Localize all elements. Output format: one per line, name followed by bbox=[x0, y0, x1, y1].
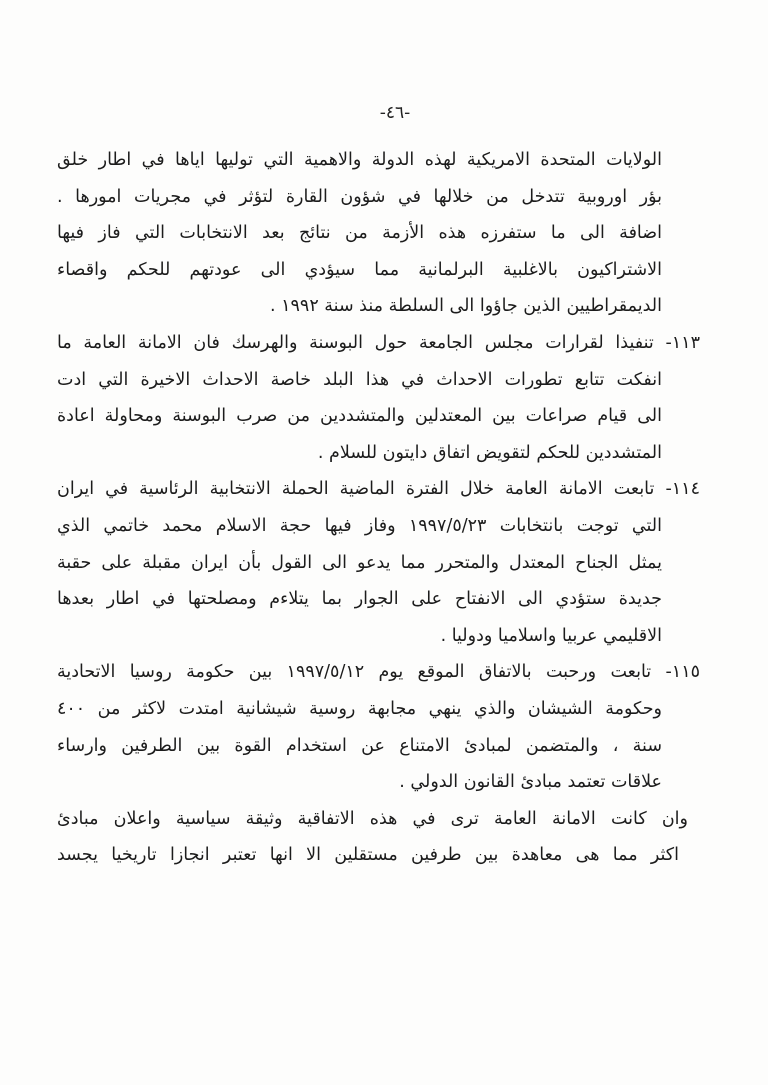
text-line: انفكت تتابع تطورات الاحداث في هذا البلد خاصة الاحداث الاخيرة التي ادت bbox=[57, 369, 662, 390]
text-line: سنة ، والمتضمن لمبادئ الامتناع عن استخدام القوة بين الطرفين وارساء bbox=[57, 735, 662, 756]
text-line: علاقات تعتمد مبادئ القانون الدولي . bbox=[399, 772, 662, 793]
text-line: الاقليمي عربيا واسلاميا ودوليا . bbox=[440, 625, 662, 646]
text-line bbox=[57, 654, 700, 691]
paragraph-number: ١١٣- bbox=[665, 332, 700, 353]
text-line: اضافة الى ما ستفرزه هذه الأزمة من نتائج بعد الانتخابات التي فاز فيها bbox=[57, 223, 662, 244]
text-line: المتشددين للحكم لتقويض اتفاق دايتون للسلام . bbox=[317, 442, 662, 463]
paragraph-114 bbox=[57, 471, 706, 654]
text-line bbox=[57, 325, 700, 362]
text-line: الولايات المتحدة الامريكية لهذه الدولة والاهمية التي توليها اياها في اطار خلق bbox=[57, 150, 662, 170]
paragraph-115 bbox=[57, 654, 706, 800]
paragraph-closing bbox=[57, 801, 706, 874]
paragraph-113 bbox=[57, 325, 706, 471]
text-line-content: تنفيذا لقرارات مجلس الجامعة حول البوسنة والهرسك فان الامانة العامة ما bbox=[57, 332, 654, 353]
text-line: اكثر مما هى معاهدة بين طرفين مستقلين الا انها تعتبر انجازا تاريخيا يجسد bbox=[57, 845, 679, 866]
text-line: يمثل الجناح المعتدل والمتحرر مما يدعو الى القول بأن ايران مقبلة على حقبة bbox=[57, 552, 662, 573]
text-line: وان كانت الامانة العامة ترى في هذه الاتفاقية وثيقة سياسية واعلان مبادئ bbox=[57, 808, 688, 829]
document-body bbox=[57, 142, 706, 874]
paragraph-continuation bbox=[57, 142, 706, 325]
page-number: -٤٦- bbox=[379, 103, 411, 123]
text-line: التي توجت بانتخابات ١٩٩٧/٥/٢٣ وفاز فيها حجة الاسلام محمد خاتمي الذي bbox=[57, 515, 662, 536]
paragraph-number: ١١٥- bbox=[665, 662, 700, 683]
text-line: بؤر اوروبية تتدخل من خلالها في شؤون القارة لتؤثر في مجريات امورها . bbox=[57, 186, 662, 207]
text-line: الى قيام صراعات بين المعتدلين والمتشددين من صرب البوسنة ومحاولة اعادة bbox=[57, 406, 662, 427]
text-line bbox=[57, 471, 700, 508]
text-line: الديمقراطيين الذين جاؤوا الى السلطة منذ سنة ١٩٩٢ . bbox=[269, 296, 662, 317]
text-line: الاشتراكيون بالاغلبية البرلمانية مما سيؤدي الى عودتهم للحكم واقصاء bbox=[57, 259, 662, 280]
text-line: وحكومة الشيشان والذي ينهي مجابهة روسية شيشانية امتدت لاكثر من ٤٠٠ bbox=[57, 698, 662, 719]
text-line-content: تابعت ورحبت بالاتفاق الموقع يوم ١٩٩٧/٥/١٢ بين حكومة روسيا الاتحادية bbox=[57, 662, 652, 683]
text-line: جديدة ستؤدي الى الانفتاح على الجوار بما يتلاءم ومصلحتها في اطار بعدها bbox=[57, 589, 662, 610]
paragraph-number: ١١٤- bbox=[665, 479, 700, 500]
text-line-content: تابعت الامانة العامة خلال الفترة الماضية الحملة الانتخابية الرئاسية في ايران bbox=[57, 479, 655, 500]
